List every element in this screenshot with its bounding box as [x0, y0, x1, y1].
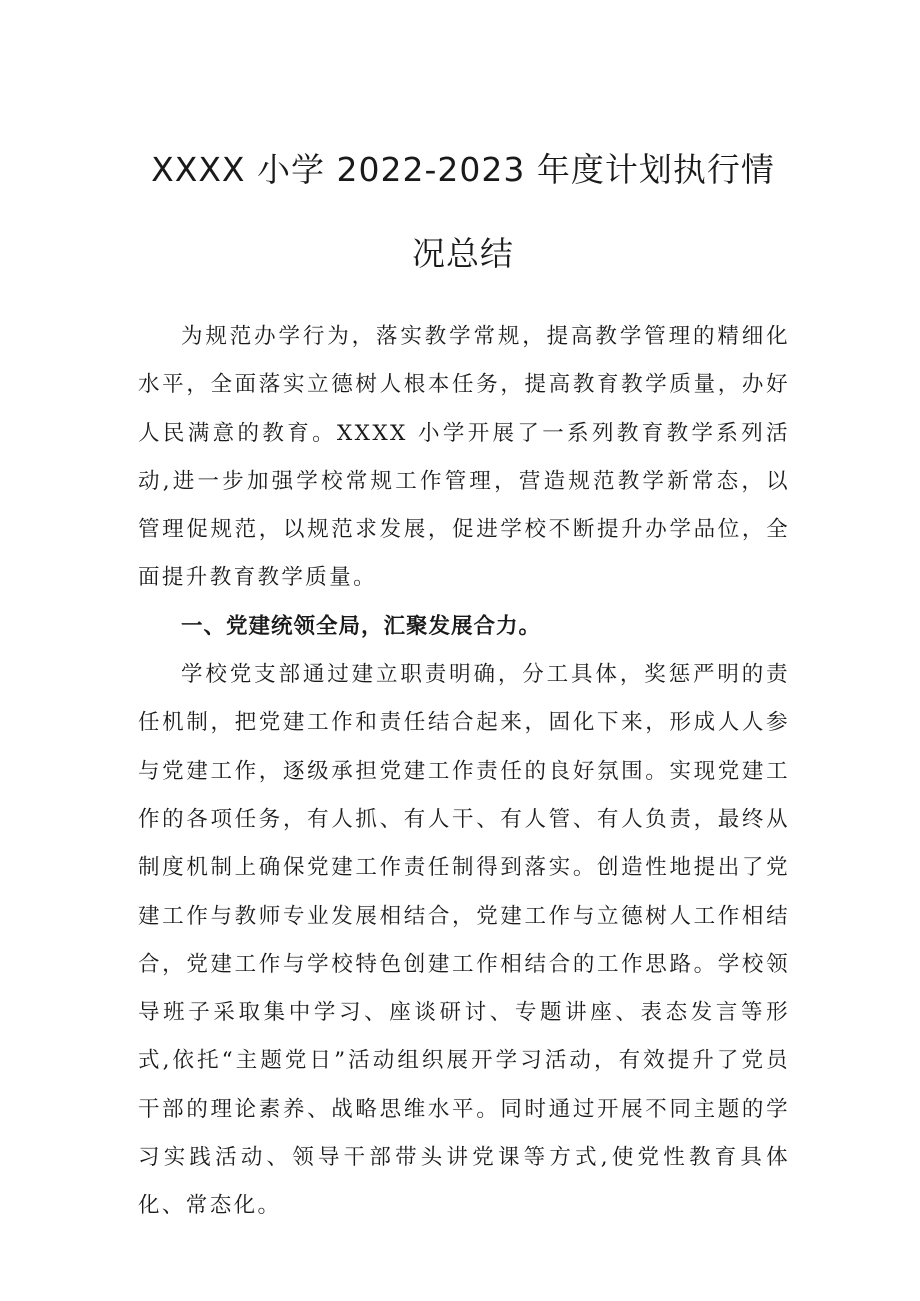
document-body — [138, 313, 790, 1231]
section-heading-1: 一、党建统领全局，汇聚发展合力。 — [181, 613, 542, 639]
section-paragraph-1: 学校党支部通过建立职责明确，分工具体，奖惩严明的责任机制，把党建工作和责任结合起来，固化下来，形成人人参与党建工作，逐级承担党建工作责任的良好氛围。实现党建工作的各项任务，有人抓、有人干、有人管、有人负责，最终从制度机制上确保党建工作责任制得到落实。创造性地提出了党建工作与教师专业发展相结合，党建工作与立德树人工作相结合，党建工作与学校特色创建工作相结合的工作思路。学校领导班子采取集中学习、座谈研讨、专题讲座、表态发言等形式,依托“主题党日”活动组织展开学习活动，有效提升了党员干部的理论素养、战略思维水平。同时通过开展不同主题的学习实践活动、领导干部带头讲党课等方式,使党性教育具体化、常态化。 — [138, 662, 790, 1219]
title-line-1: XXXX 小学 2022-2023 年度计划执行情 — [151, 150, 775, 189]
intro-paragraph: 为规范办学行为，落实教学常规，提高教学管理的精细化水平，全面落实立德树人根本任务，提高教育教学质量，办好人民满意的教育。XXXX 小学开展了一系列教育教学系列活动,进一步加强学校常规工作管理，营造规范教学新常态，以管理促规范，以规范求发展，促进学校不断提升办学品位，全面提升教育教学质量。 — [138, 324, 790, 591]
document-title — [138, 128, 788, 296]
title-line-2: 况总结 — [412, 234, 514, 273]
